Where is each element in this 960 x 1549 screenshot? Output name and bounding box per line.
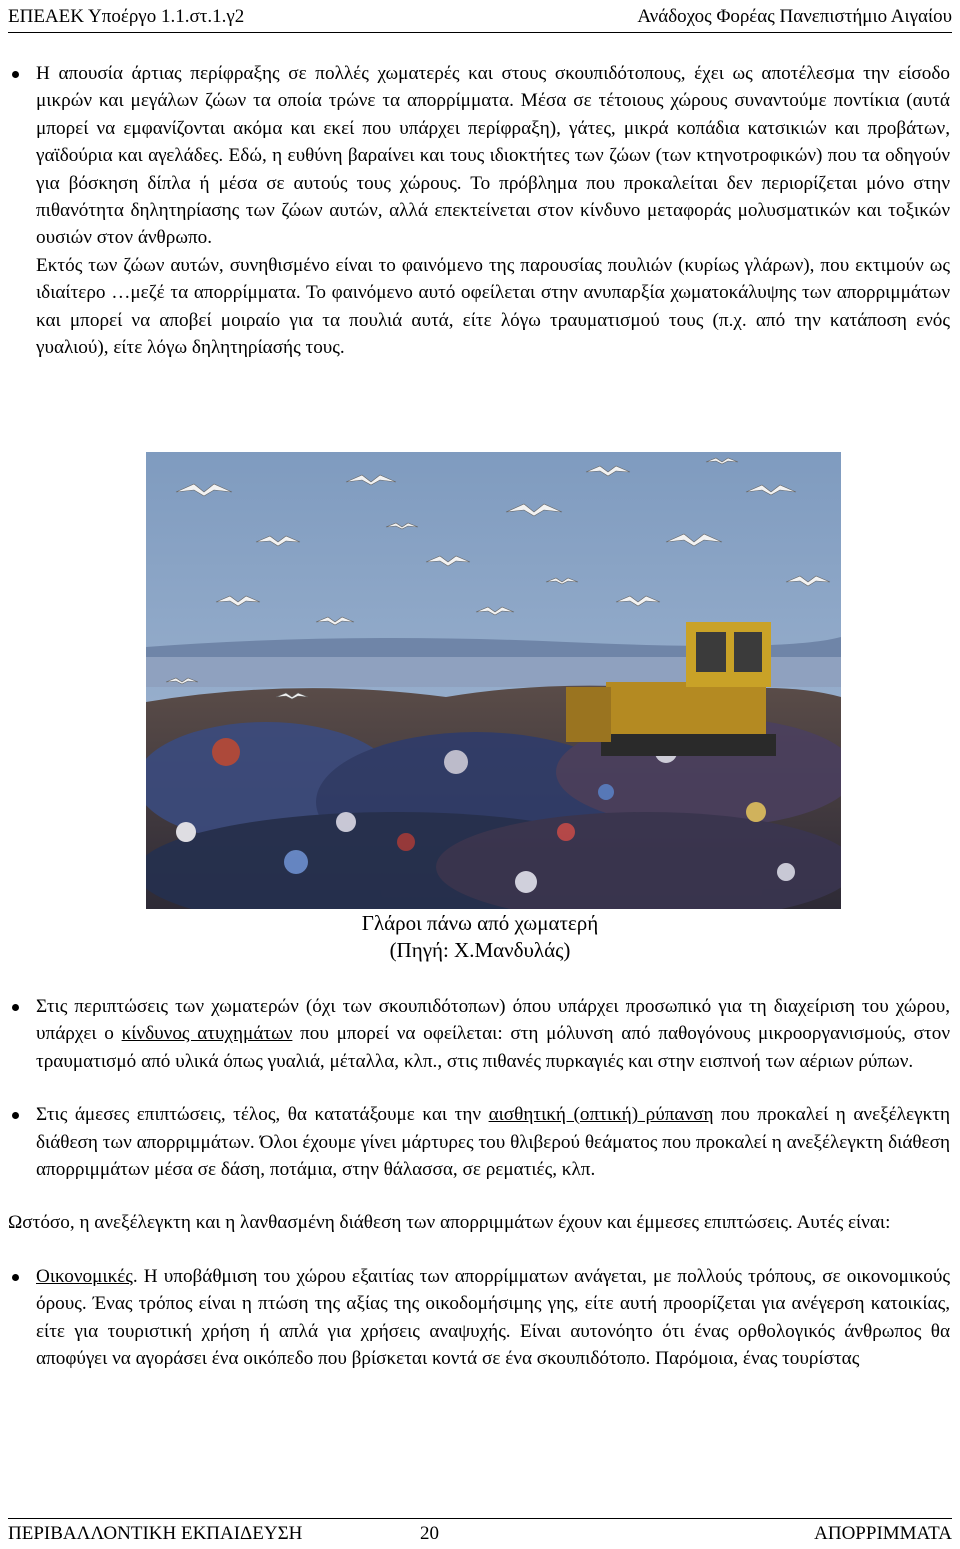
bullet-animals — [8, 60, 950, 361]
bullet-economic — [8, 1263, 950, 1373]
paragraph-aesthetic — [36, 1101, 950, 1183]
header-left: ΕΠΕΑΕΚ Υποέργο 1.1.στ.1.γ2 — [8, 6, 245, 27]
footer-left: ΠΕΡΙΒΑΛΛΟΝΤΙΚΗ ΕΚΠΑΙΔΕΥΣΗ — [8, 1523, 303, 1544]
text-accidents-pre: Στις περιπτώσεις των χωματερών (όχι των σκουπιδότοπων) όπου υπάρχει προσωπικό για τη διαχείριση του χώρου, υπάρχει ο — [36, 996, 950, 1045]
paragraph-animals: Η απουσία άρτιας περίφραξης σε πολλές χωματερές και στους σκουπιδότοπους, έχει ως αποτέλεσμα την είσοδο μικρών και μεγάλων ζώων τα οποία τρώνε τα απορρίμματα. Μέσα σε τέτοιους χώρους συναντούμε ποντίκια (αυτά μπορεί να εμφανίζονται ακόμα και εκεί που υπάρχει περίφραξη), γάτες, μικρά κοπάδια κατσικιών και προβάτων, γαϊδούρια και αγελάδες. Εδώ, η ευθύνη βαραίνει και τους ιδιοκτήτες των ζώων (των κτηνοτροφικών) που τα οδηγούν για βόσκηση δίπλα ή μέσα σε αυτούς τους χώρους. Το πρόβλημα που προκαλείται δεν περιορίζεται μόνο στην πιθανότητα δηλητηρίασης των ζώων αυτών, αλλά επεκτείνεται στον κίνδυνο μεταφοράς μολυσματικών και τοξικών ουσιών στον άνθρωπο. — [36, 63, 950, 249]
footer-right: ΑΠΟΡΡΙΜΜΑΤΑ — [814, 1523, 952, 1544]
paragraph-accidents — [36, 993, 950, 1075]
photo-seagulls-landfill — [146, 452, 841, 909]
page-number: 20 — [420, 1523, 439, 1544]
term-economic: Οικονομικές — [36, 1265, 133, 1287]
term-aesthetic-pollution: αισθητική (οπτική) ρύπανση — [488, 1104, 714, 1126]
header-right: Ανάδοχος Φορέας Πανεπιστήμιο Αιγαίου — [637, 6, 952, 27]
text-aesthetic-post: που προκαλεί η ανεξέλεγκτη διάθεση των απορριμμάτων. Όλοι έχουμε γίνει μάρτυρες του θλιβερού θεάματος που προκαλεί η ανεξέλεγκτη διάθεση απορριμμάτων μέσα σε δάση, ποτάμια, στην θάλασσα, σε ρεματιές, κλπ. — [36, 1104, 950, 1181]
page-header — [8, 6, 952, 33]
photo-caption — [0, 910, 960, 964]
document-body-lower — [8, 993, 950, 1372]
landfill-photo-graphic — [146, 452, 841, 909]
paragraph-birds: Εκτός των ζώων αυτών, συνηθισμένο είναι το φαινόμενο της παρουσίας πουλιών (κυρίως γλάρων), που εκτιμούν ως ιδιαίτερο …μεζέ τα απορρίμματα. Το φαινόμενο αυτό οφείλεται στην ανυπαρξία χωματοκάλυψης των απορριμμάτων και μπορεί να αποβεί μοιραίο για τα πουλιά αυτά, είτε λόγω τραυματισμού τους (π.χ. από την κατάποση ενός γυαλιού), είτε λόγω δηλητηρίασής τους. — [36, 254, 950, 359]
caption-source: (Πηγή: Χ.Μανδυλάς) — [389, 938, 571, 962]
text-economic-post: . Η υποβάθμιση του χώρου εξαιτίας των απορρίμματων ανάγεται, με πολλούς τρόπους, σε οικονομικούς όρους. Ένας τρόπος είναι η πτώση της αξίας της οικοδομήσιμης γης, είτε αυτή προορίζεται για ανέγερση κατοικίας, είτε για τουριστική χρήση ή απλά για χρήσεις αναψυχής. Είναι αυτονόητο ότι ένας ορθολογικός άνθρωπος θα αποφύγει να αγοράσει ένα οικόπεδο που βρίσκεται κοντά σε ένα σκουπιδότοπο. Παρόμοια, ένας τουρίστας — [36, 1265, 950, 1370]
page-footer — [8, 1518, 952, 1549]
text-aesthetic-pre: Στις άμεσες επιπτώσεις, τέλος, θα κατατάξουμε και την — [36, 1104, 489, 1126]
document-body — [8, 60, 950, 361]
paragraph-indirect-effects: Ωστόσο, η ανεξέλεγκτη και η λανθασμένη διάθεση των απορριμμάτων έχουν και έμμεσες επιπτώσεις. Αυτές είναι: — [8, 1212, 891, 1234]
term-accident-risk: κίνδυνος ατυχημάτων — [121, 1023, 293, 1045]
caption-title: Γλάροι πάνω από χωματερή — [361, 911, 599, 935]
bullet-aesthetic — [8, 1101, 950, 1183]
bullet-accidents — [8, 993, 950, 1075]
paragraph-economic — [36, 1263, 950, 1373]
text-accidents-post: που μπορεί να οφείλεται: στη μόλυνση από παθογόνους μικροοργανισμούς, στον τραυματισμό από υλικά όπως γυαλιά, μέταλλα, κλπ., στις πιθανές πυρκαγιές και στην εισπνοή των αέριων ρύπων. — [36, 1023, 951, 1072]
